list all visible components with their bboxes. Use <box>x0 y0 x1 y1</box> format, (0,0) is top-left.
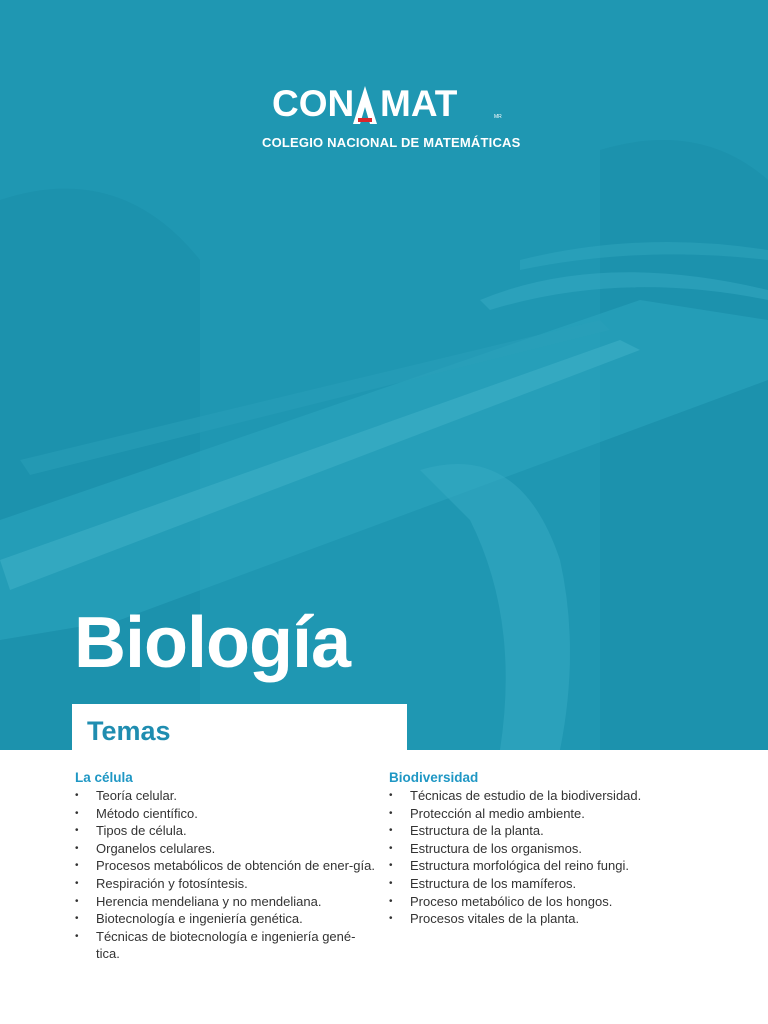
bullet: • <box>389 807 393 819</box>
list-item: • Técnicas de estudio de la biodiversidad. <box>389 788 642 803</box>
bullet: • <box>389 895 393 907</box>
page-title: Biología <box>74 603 350 683</box>
list-item: • Procesos metabólicos de obtención de ener-gía. <box>75 858 375 874</box>
list-item: • Técnicas de biotecnología e ingeniería gené-tica. <box>75 928 356 962</box>
logo-subtitle: COLEGIO NACIONAL DE MATEMÁTICAS <box>262 135 521 150</box>
list-item: • Biotecnología e ingeniería genética. <box>75 911 303 927</box>
bullet: • <box>389 913 393 925</box>
topic-list <box>75 787 375 963</box>
topic-list <box>389 787 689 928</box>
logo-registered-mark: MR <box>494 114 502 120</box>
list-item: • Procesos vitales de la planta. <box>389 911 580 927</box>
bullet: • <box>75 930 79 942</box>
bullet: • <box>75 895 79 907</box>
logo-text-right: MAT <box>380 83 458 124</box>
bullet: • <box>75 860 79 872</box>
bullet: • <box>75 877 79 889</box>
topic-column-right <box>389 770 689 928</box>
column-heading: La célula <box>75 770 133 785</box>
column-heading: Biodiversidad <box>389 770 479 785</box>
bullet: • <box>75 807 79 819</box>
list-item: • Organelos celulares. <box>75 840 216 856</box>
conamat-logo <box>272 80 504 130</box>
section-label: Temas <box>87 716 171 746</box>
logo-a-mark <box>353 86 377 124</box>
bullet: • <box>389 860 393 872</box>
bullet: • <box>75 842 79 854</box>
list-item: • Proceso metabólico de los hongos. <box>389 893 613 909</box>
list-item: • Respiración y fotosíntesis. <box>75 875 248 891</box>
list-item: • Herencia mendeliana y no mendeliana. <box>75 893 322 909</box>
bullet: • <box>75 790 79 801</box>
topic-column-left <box>75 770 375 963</box>
bullet: • <box>75 913 79 925</box>
list-item: • Estructura de los organismos. <box>389 840 582 856</box>
list-item: • Protección al medio ambiente. <box>389 805 585 821</box>
list-item: • Estructura de los mamíferos. <box>389 875 577 891</box>
list-item: • Método científico. <box>75 805 198 821</box>
list-item: • Estructura morfológica del reino fungi. <box>389 858 629 874</box>
bullet: • <box>389 790 393 801</box>
list-item: • Teoría celular. <box>75 788 177 803</box>
bullet: • <box>75 825 79 837</box>
bullet: • <box>389 825 393 837</box>
list-item: • Estructura de la planta. <box>389 823 544 839</box>
bullet: • <box>389 842 393 854</box>
logo-text-left: CON <box>272 83 355 124</box>
bullet: • <box>389 877 393 889</box>
list-item: • Tipos de célula. <box>75 823 187 839</box>
section-label-box <box>72 704 407 750</box>
